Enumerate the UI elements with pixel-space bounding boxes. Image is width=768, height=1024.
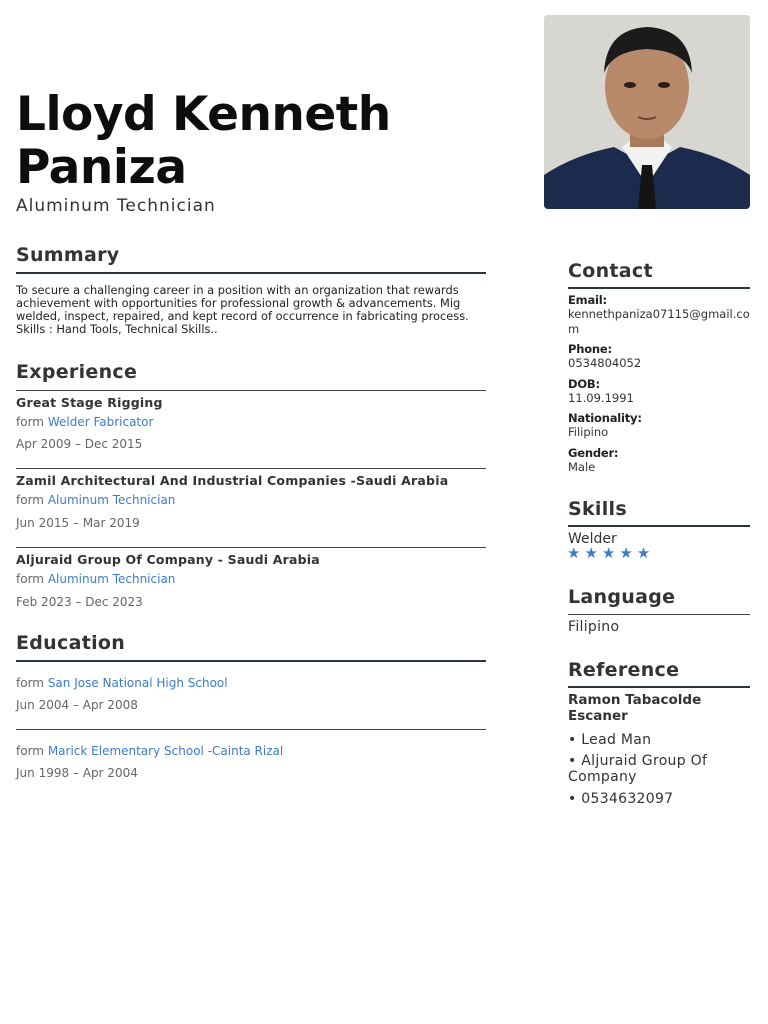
education-dates: Jun 2004 – Apr 2008 (16, 698, 138, 712)
phone-label: Phone: (568, 342, 612, 356)
language-item: Filipino (568, 619, 620, 635)
nationality-value: Filipino (568, 425, 609, 439)
experience-dates: Apr 2009 – Dec 2015 (16, 437, 143, 451)
experience-separator (16, 547, 486, 548)
candidate-title: Aluminum Technician (16, 196, 216, 216)
education-heading: Education (16, 632, 126, 654)
phone-value: 0534804052 (568, 356, 642, 370)
summary-divider (16, 272, 486, 274)
experience-dates: Feb 2023 – Dec 2023 (16, 595, 143, 609)
dob-value: 11.09.1991 (568, 391, 634, 405)
star-rating-icon: ★★★★★ (567, 544, 655, 562)
experience-separator (16, 468, 486, 469)
role-name: Aluminum Technician (47, 493, 176, 507)
school-name: San Jose National High School (47, 676, 228, 690)
email-value: kennethpaniza07115@gmail.com (568, 307, 750, 336)
candidate-name: Lloyd Kenneth Paniza (16, 87, 391, 195)
gender-value: Male (568, 460, 596, 474)
role-name: Welder Fabricator (47, 415, 154, 429)
experience-company: Zamil Architectural And Industrial Companies -Saudi Arabia (16, 473, 449, 488)
experience-heading: Experience (16, 361, 138, 383)
role-prefix: form (16, 493, 44, 507)
role-name: Aluminum Technician (47, 572, 176, 586)
email-label: Email: (568, 293, 607, 307)
school-prefix: form (16, 744, 44, 758)
skills-heading: Skills (568, 498, 627, 520)
reference-position: • Lead Man (568, 732, 652, 748)
experience-dates: Jun 2015 – Mar 2019 (16, 516, 140, 530)
reference-heading: Reference (568, 659, 680, 681)
education-separator (16, 729, 486, 730)
reference-divider (568, 686, 750, 688)
contact-divider (568, 287, 750, 289)
education-divider (16, 660, 486, 662)
education-dates: Jun 1998 – Apr 2004 (16, 766, 138, 780)
gender-label: Gender: (568, 446, 619, 460)
dob-label: DOB: (568, 377, 600, 391)
contact-heading: Contact (568, 260, 653, 282)
language-divider (568, 614, 750, 615)
reference-company: • Aljuraid Group Of Company (568, 753, 708, 785)
school-prefix: form (16, 676, 44, 690)
role-prefix: form (16, 572, 44, 586)
profile-photo (544, 15, 750, 209)
reference-name: Ramon Tabacolde Escaner (568, 692, 702, 724)
experience-divider (16, 390, 486, 391)
experience-company: Aljuraid Group Of Company - Saudi Arabia (16, 552, 320, 567)
education-school (16, 744, 283, 758)
education-school (16, 676, 228, 690)
skill-name: Welder (568, 531, 617, 547)
school-name: Marick Elementary School -Cainta Rizal (47, 744, 284, 758)
nationality-label: Nationality: (568, 411, 642, 425)
skills-divider (568, 525, 750, 527)
summary-text: To secure a challenging career in a position with an organization that rewards achievement with opportunities for professional growth & advancements. Mig welded, inspect, repaired, and kept record of occurrence in fabricating process. Skills : Hand Tools, Technical Skills.. (16, 283, 469, 336)
experience-company: Great Stage Rigging (16, 395, 163, 410)
language-heading: Language (568, 586, 676, 608)
experience-role (16, 415, 153, 429)
role-prefix: form (16, 415, 44, 429)
experience-role (16, 572, 175, 586)
reference-phone: • 0534632097 (568, 791, 674, 807)
summary-heading: Summary (16, 244, 120, 266)
experience-role (16, 493, 175, 507)
